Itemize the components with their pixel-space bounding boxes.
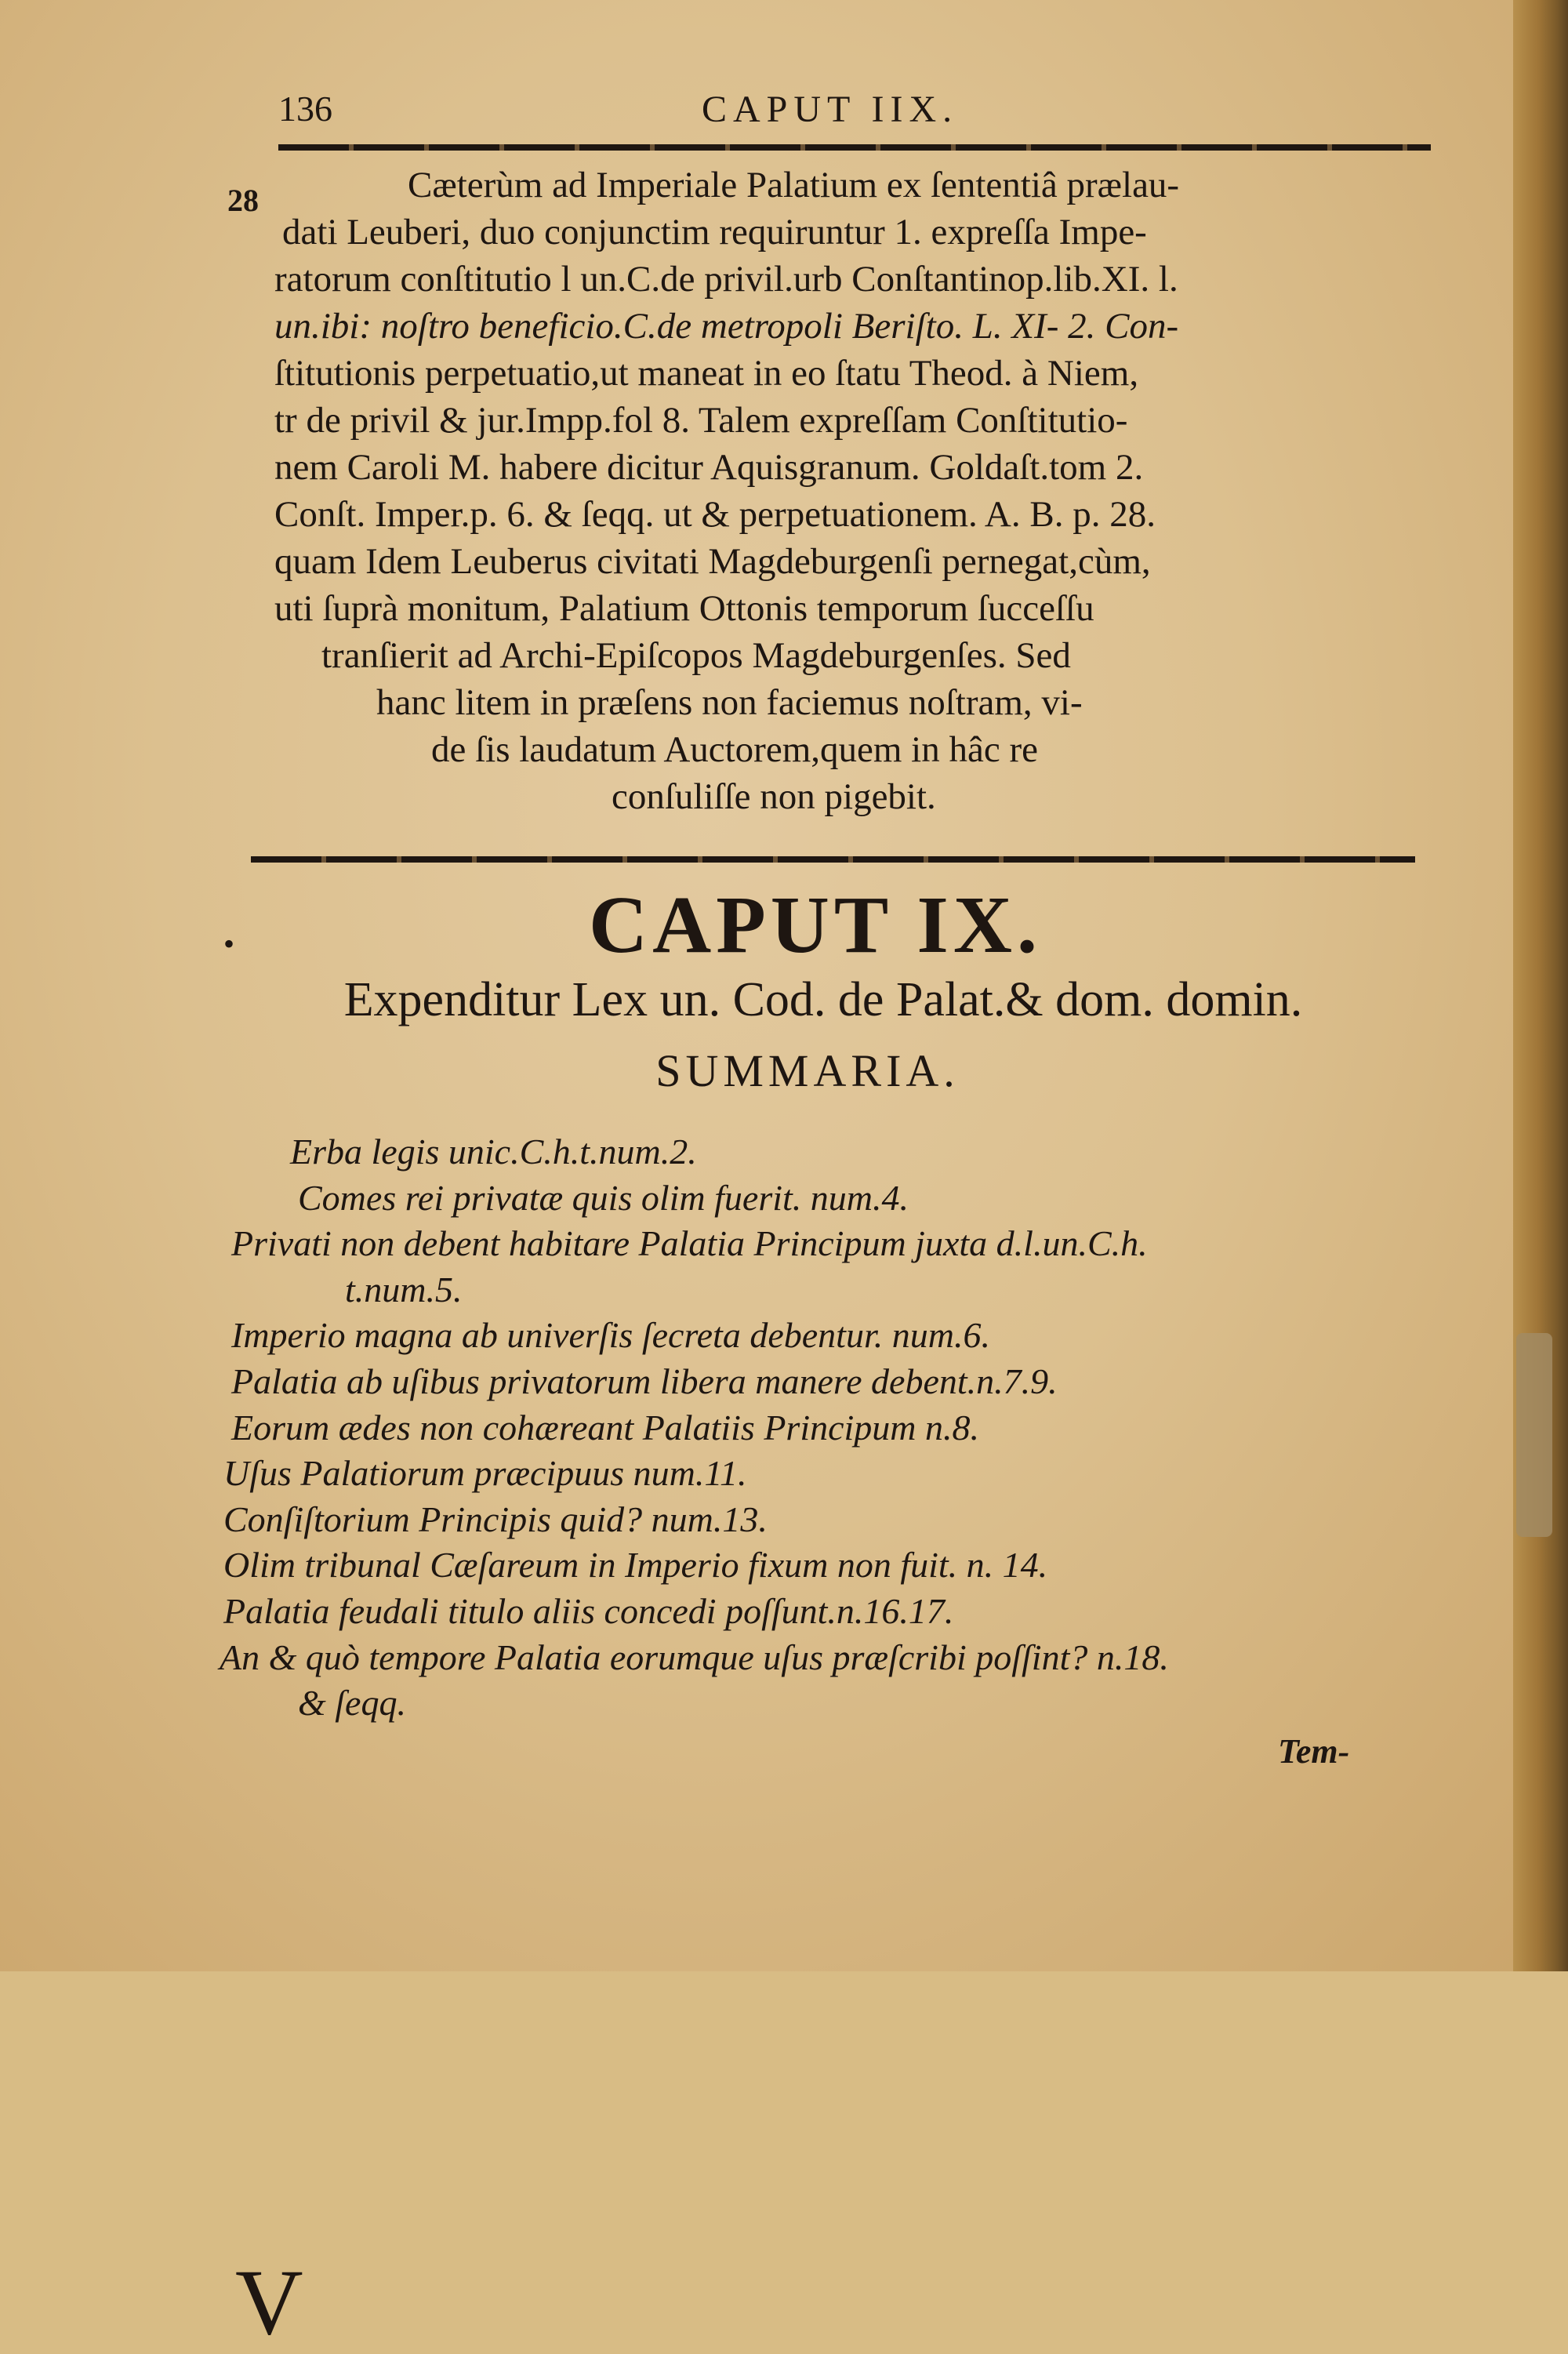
body-line: de ſis laudatum Auctorem,quem in hâc re <box>431 729 1038 770</box>
body-line: un.ibi: noſtro beneficio.C.de metropoli Beriſto. L. XI- 2. Con- <box>274 306 1179 347</box>
bullet-mark: • <box>223 926 235 961</box>
body-line: conſuliſſe non pigebit. <box>612 776 936 817</box>
page-number: 136 <box>278 89 332 129</box>
summary-item: Imperio magna ab univerſis ſecreta debentur. num.6. <box>231 1315 990 1356</box>
summary-item: & ſeqq. <box>298 1683 406 1724</box>
chapter-title: CAPUT IX. <box>589 880 1042 970</box>
summary-item: Uſus Palatiorum præcipuus num.11. <box>223 1453 747 1494</box>
summaria-heading: SUMMARIA. <box>655 1045 960 1096</box>
summary-item: Olim tribunal Cæſareum in Imperio fixum non fuit. n. 14. <box>223 1545 1048 1586</box>
running-head: CAPUT IIX. <box>702 89 959 130</box>
summary-item: Comes rei privatæ quis olim fuerit. num.4. <box>298 1177 909 1218</box>
summary-item: Palatia feudali titulo aliis concedi poſſunt.n.16.17. <box>223 1590 954 1631</box>
binding-ribbon <box>1516 1333 1552 1537</box>
header-rule <box>278 144 1431 151</box>
body-line: hanc litem in præſens non faciemus noſtram, vi- <box>376 682 1083 723</box>
summary-item: Privati non debent habitare Palatia Principum juxta d.l.un.C.h. <box>231 1223 1148 1264</box>
summary-list <box>220 1129 1443 2354</box>
body-line: ratorum conſtitutio l un.C.de privil.urb Conſtantinop.lib.XI. l. <box>274 259 1178 300</box>
summary-item: An & quò tempore Palatia eorumque uſus præſcribi poſſint? n.18. <box>220 1637 1169 1677</box>
body-line: uti ſuprà monitum, Palatium Ottonis temporum ſucceſſu <box>274 588 1094 629</box>
catchword: Tem- <box>1278 1732 1350 1771</box>
summary-item: Erba legis unic.C.h.t.num.2. <box>290 1132 697 1172</box>
page-header <box>278 88 1431 143</box>
body-line: quam Idem Leuberus civitati Magdeburgenſi pernegat,cùm, <box>274 541 1151 582</box>
body-text <box>267 162 1443 820</box>
summary-item: Conſiſtorium Principis quid? num.13. <box>223 1498 768 1539</box>
body-line: Conſt. Imper.p. 6. & ſeqq. ut & perpetuationem. A. B. p. 28. <box>274 494 1156 535</box>
summary-item: Palatia ab uſibus privatorum libera manere debent.n.7.9. <box>231 1360 1058 1401</box>
body-line: nem Caroli M. habere dicitur Aquisgranum. Goldaſt.tom 2. <box>274 447 1144 488</box>
body-line: tr de privil & jur.Impp.fol 8. Talem expreſſam Conſtitutio- <box>274 400 1128 441</box>
chapter-subtitle: Expenditur Lex un. Cod. de Palat.& dom. domin. <box>343 973 1303 1026</box>
drop-capital: V <box>235 2250 303 2354</box>
body-line: Cæterùm ad Imperiale Palatium ex ſententiâ prælau- <box>408 165 1180 205</box>
summary-item: Eorum ædes non cohæreant Palatiis Principum n.8. <box>231 1407 980 1448</box>
body-line: dati Leuberi, duo conjunctim requiruntur 1. expreſſa Impe- <box>282 212 1147 252</box>
body-line: ſtitutionis perpetuatio,ut maneat in eo ſtatu Theod. à Niem, <box>274 353 1139 394</box>
body-line: tranſierit ad Archi-Epiſcopos Magdeburgenſes. Sed <box>321 635 1071 676</box>
margin-number: 28 <box>227 183 259 218</box>
section-rule <box>251 856 1415 863</box>
summary-item: t.num.5. <box>345 1269 463 1310</box>
